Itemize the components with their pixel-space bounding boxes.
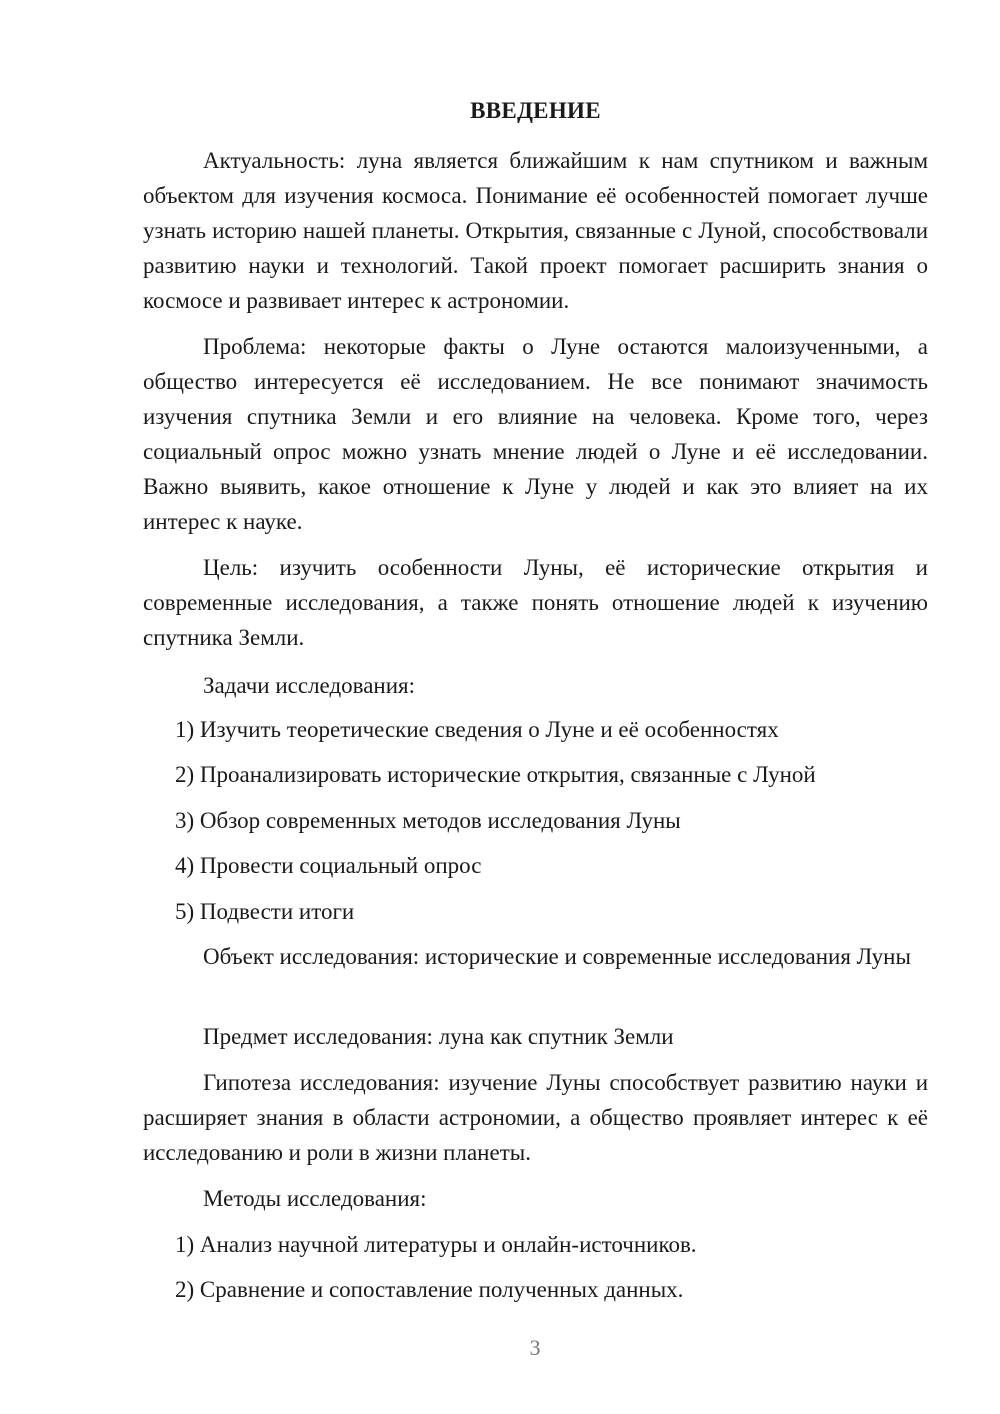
page-number: 3 <box>529 1335 541 1360</box>
task-item: 1) Изучить теоретические сведения о Луне и её особенностях <box>175 717 779 742</box>
tasks-heading: Задачи исследования: <box>203 673 416 698</box>
goal-paragraph: Цель: изучить особенности Луны, её исторические открытия и современные исследования, а также понять отношение людей к изучению спутника Земли. <box>143 555 928 650</box>
hypothesis-paragraph: Гипотеза исследования: изучение Луны способствует развитию науки и расширяет знания в области астрономии, а общество проявляет интерес к её исследованию и роли в жизни планеты. <box>143 1070 928 1165</box>
method-item: 1) Анализ научной литературы и онлайн-источников. <box>175 1232 697 1257</box>
relevance-paragraph: Актуальность: луна является ближайшим к нам спутником и важным объектом для изучения космоса. Понимание её особенностей помогает лучше узнать историю нашей планеты. Открытия, связанные с Луной, способствовали развитию науки и технологий. Такой проект помогает расширить знания о космосе и развивает интерес к астрономии. <box>143 148 928 313</box>
problem-paragraph: Проблема: некоторые факты о Луне остаются малоизученными, а общество интересуется её исследованием. Не все понимают значимость изучения спутника Земли и его влияние на человека. Кроме того, через социальный опрос можно узнать мнение людей о Луне и её исследовании. Важно выявить, какое отношение к Луне у людей и как это влияет на их интерес к науке. <box>143 334 928 534</box>
object-paragraph: Объект исследования: исторические и современные исследования Луны <box>203 944 911 969</box>
task-item: 4) Провести социальный опрос <box>175 853 482 878</box>
page-title: ВВЕДЕНИЕ <box>470 98 601 123</box>
subject-paragraph: Предмет исследования: луна как спутник Земли <box>203 1024 674 1049</box>
task-item: 3) Обзор современных методов исследования Луны <box>175 808 681 833</box>
task-item: 2) Проанализировать исторические открытия, связанные с Луной <box>175 762 816 787</box>
task-item: 5) Подвести итоги <box>175 899 355 924</box>
method-item: 2) Сравнение и сопоставление полученных данных. <box>175 1277 684 1302</box>
methods-heading: Методы исследования: <box>203 1186 427 1211</box>
